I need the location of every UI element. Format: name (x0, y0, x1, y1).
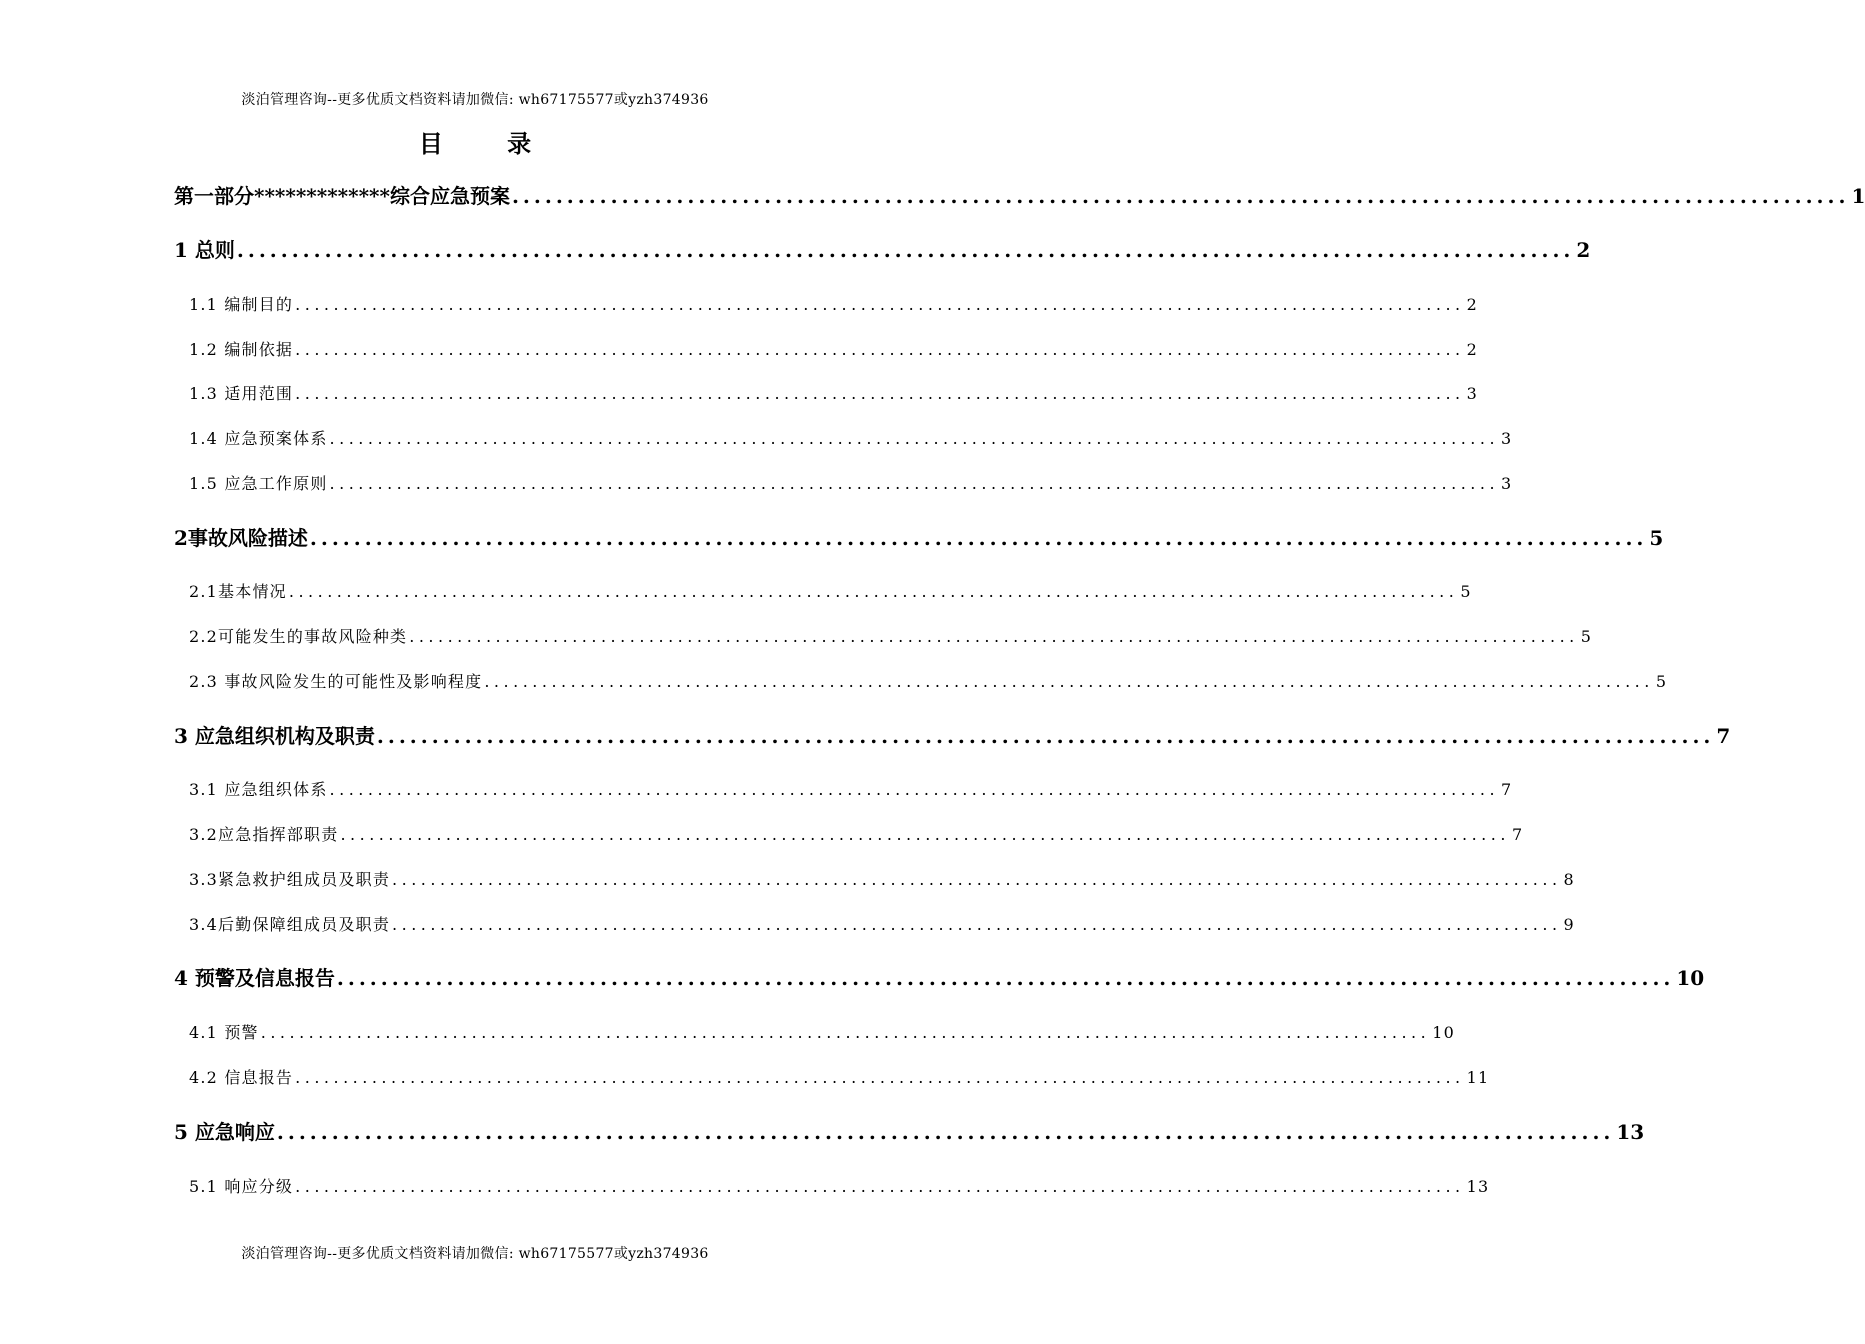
toc-entry-1-5[interactable] (189, 472, 1513, 496)
toc-entry-page: 10 (1676, 966, 1705, 990)
toc-entry-1-2[interactable] (189, 338, 1479, 362)
toc-entry-label: 1.1 编制目的 (189, 295, 294, 314)
toc-entry-label: 1.5 应急工作原则 (189, 474, 328, 493)
toc-entry-3-1[interactable] (189, 778, 1513, 802)
toc-entry-3-4[interactable] (189, 913, 1575, 937)
toc-entry-page: 2 (1466, 340, 1479, 359)
dot-leader: .......................................................................................................................... (309, 526, 1648, 550)
dot-leader: .......................................................................................................................... (260, 1023, 1431, 1042)
toc-entry-label: 2.1基本情况 (189, 582, 287, 601)
dot-leader: .......................................................................................................................... (392, 915, 1562, 934)
toc-entry-page: 5 (1460, 582, 1472, 601)
toc-entry-page: 8 (1563, 870, 1575, 889)
toc-entry-page: 3 (1466, 384, 1479, 403)
toc-entry-label: 3.3紧急救护组成员及职责 (189, 870, 391, 889)
toc-entry-page: 9 (1563, 915, 1575, 934)
toc-entry-4-2[interactable] (189, 1066, 1490, 1090)
dot-leader: .......................................................................................................................... (329, 474, 1500, 493)
toc-entry-label: 5 应急响应 (174, 1120, 275, 1144)
dot-leader: .......................................................................................................................... (295, 1177, 1465, 1196)
toc-entry-page: 5 (1580, 627, 1593, 646)
toc-entry-page: 7 (1501, 780, 1513, 799)
toc-entry-label: 3.2应急指挥部职责 (189, 825, 339, 844)
toc-entry-3-2[interactable] (189, 823, 1524, 847)
toc-entry-label: 3.1 应急组织体系 (189, 780, 328, 799)
toc-entry-section-3[interactable] (174, 721, 1731, 751)
toc-entry-label: 1.3 适用范围 (189, 384, 294, 403)
toc-entry-page: 2 (1576, 238, 1591, 262)
toc-entry-3-3[interactable] (189, 868, 1575, 892)
dot-leader: .......................................................................................................................... (484, 672, 1654, 691)
toc-entry-section-4[interactable] (174, 963, 1705, 993)
toc-entry-page: 7 (1511, 825, 1524, 844)
toc-entry-part1[interactable] (174, 181, 1865, 211)
dot-leader: .......................................................................................................................... (329, 429, 1500, 448)
toc-entry-page: 5 (1649, 526, 1664, 550)
dot-leader: .......................................................................................................................... (392, 870, 1562, 889)
dot-leader: .......................................................................................................................... (236, 238, 1575, 262)
toc-entry-label: 4.2 信息报告 (189, 1068, 294, 1087)
dot-leader: .......................................................................................................................... (295, 1068, 1465, 1087)
dot-leader: .......................................................................................................................... (276, 1120, 1615, 1144)
toc-entry-2-1[interactable] (189, 580, 1472, 604)
footer-note: 淡泊管理咨询--更多优质文档资料请加微信: wh67175577或yzh374936 (241, 1246, 709, 1262)
toc-entry-page: 13 (1616, 1120, 1645, 1144)
toc-entry-label: 2.2可能发生的事故风险种类 (189, 627, 408, 646)
dot-leader: .......................................................................................................................... (329, 780, 1500, 799)
toc-entry-2-2[interactable] (189, 625, 1593, 649)
toc-entry-section-5[interactable] (174, 1117, 1645, 1147)
toc-entry-label: 4.1 预警 (189, 1023, 259, 1042)
toc-entry-label: 1.2 编制依据 (189, 340, 294, 359)
toc-entry-label: 1 总则 (174, 238, 235, 262)
dot-leader: .......................................................................................................................... (511, 184, 1850, 208)
toc-entry-label: 2.3 事故风险发生的可能性及影响程度 (189, 672, 483, 691)
dot-leader: .......................................................................................................................... (295, 384, 1465, 403)
toc-entry-label: 3.4后勤保障组成员及职责 (189, 915, 391, 934)
toc-entry-page: 11 (1466, 1068, 1490, 1087)
toc-entry-2-3[interactable] (189, 670, 1668, 694)
toc-entry-label: 3 应急组织机构及职责 (174, 724, 375, 748)
dot-leader: .......................................................................................................................... (376, 724, 1715, 748)
dot-leader: .......................................................................................................................... (409, 627, 1579, 646)
dot-leader: .......................................................................................................................... (288, 582, 1459, 601)
toc-entry-page: 3 (1501, 429, 1513, 448)
toc-entry-5-1[interactable] (189, 1175, 1490, 1199)
toc-title: 目 录 (418, 129, 560, 158)
header-note: 淡泊管理咨询--更多优质文档资料请加微信: wh67175577或yzh374936 (241, 92, 709, 108)
toc-entry-section-2[interactable] (174, 523, 1664, 553)
toc-entry-1-4[interactable] (189, 427, 1513, 451)
dot-leader: .......................................................................................................................... (295, 295, 1465, 314)
toc-entry-page: 3 (1501, 474, 1513, 493)
toc-entry-page: 7 (1716, 724, 1731, 748)
dot-leader: .......................................................................................................................... (340, 825, 1510, 844)
toc-entry-label: 4 预警及信息报告 (174, 966, 335, 990)
toc-entry-page: 13 (1466, 1177, 1490, 1196)
dot-leader: .......................................................................................................................... (295, 340, 1465, 359)
toc-entry-label: 5.1 响应分级 (189, 1177, 294, 1196)
toc-entry-page: 2 (1466, 295, 1479, 314)
toc-entry-label: 第一部分*************综合应急预案 (174, 184, 510, 208)
toc-entry-1-1[interactable] (189, 293, 1479, 317)
toc-entry-section-1[interactable] (174, 235, 1591, 265)
toc-entry-label: 2事故风险描述 (174, 526, 308, 550)
toc-entry-page: 1 (1851, 184, 1865, 208)
dot-leader: .......................................................................................................................... (336, 966, 1675, 990)
toc-entry-page: 5 (1655, 672, 1668, 691)
toc-entry-page: 10 (1432, 1023, 1455, 1042)
toc-entry-4-1[interactable] (189, 1021, 1455, 1045)
toc-entry-label: 1.4 应急预案体系 (189, 429, 328, 448)
toc-entry-1-3[interactable] (189, 382, 1479, 406)
